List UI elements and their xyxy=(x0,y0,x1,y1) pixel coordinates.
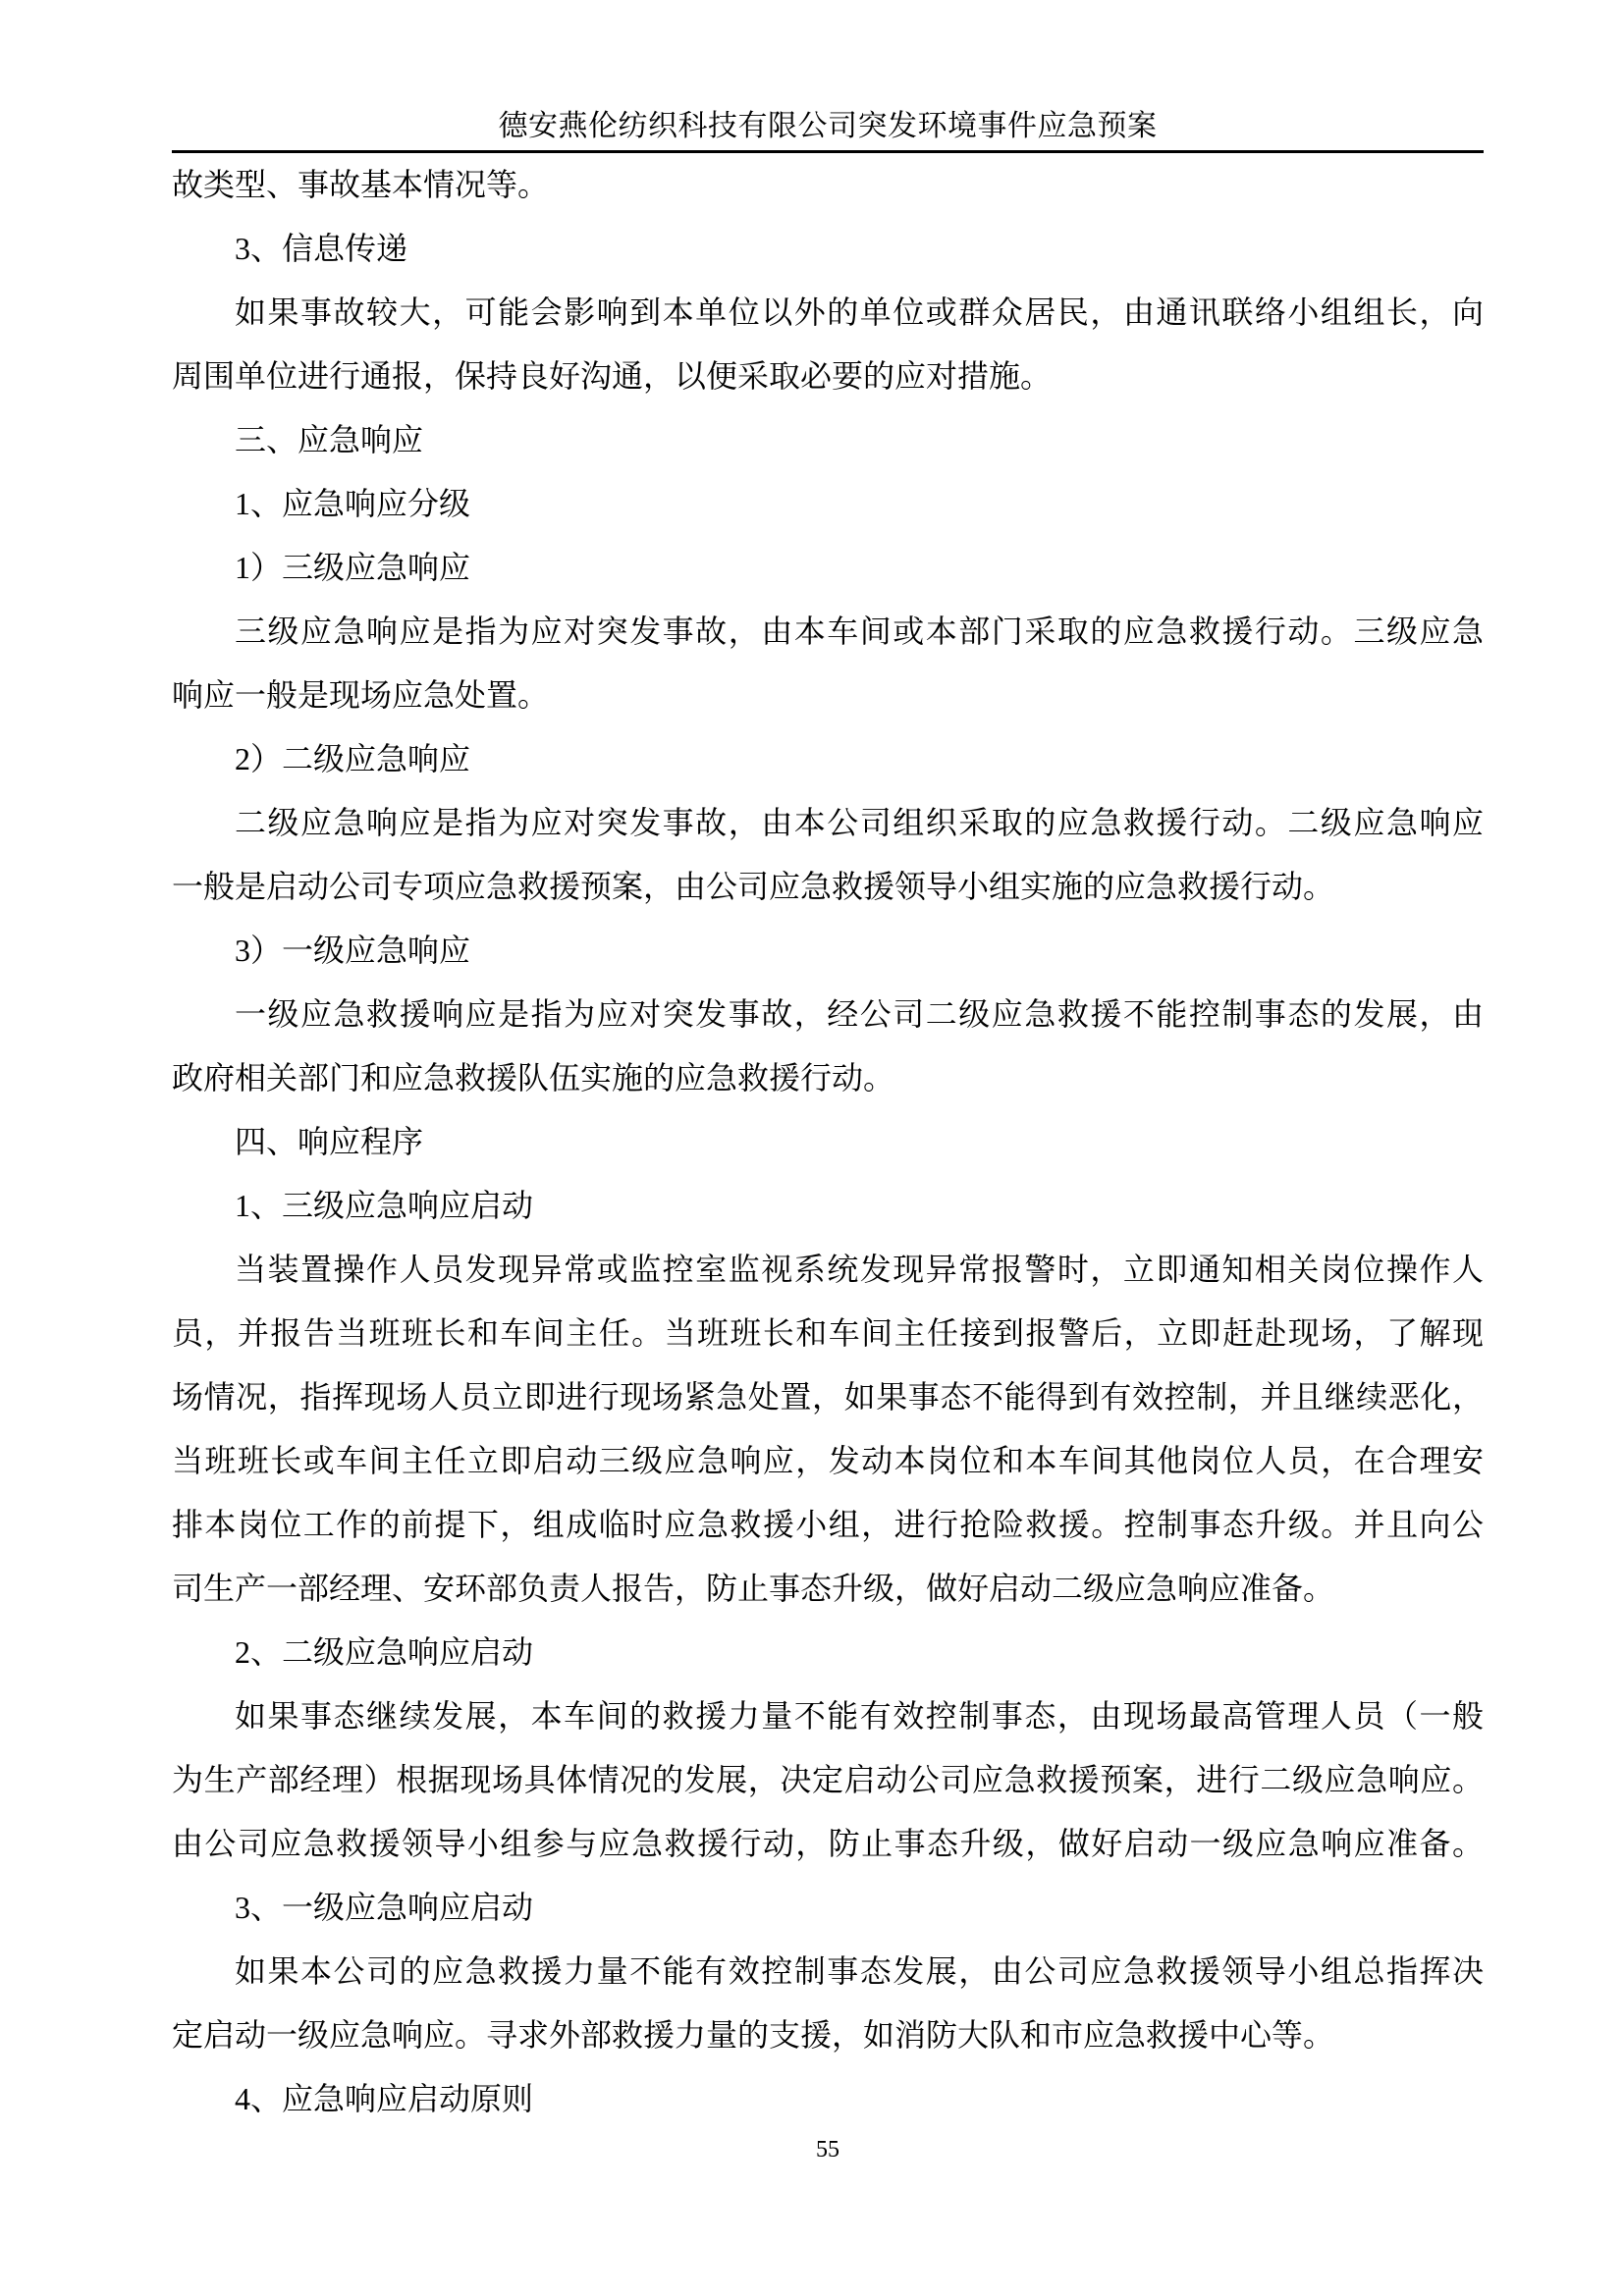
text-line: 如果本公司的应急救援力量不能有效控制事态发展，由公司应急救援领导小组总指挥决 xyxy=(235,1953,1484,1989)
text-line: 三级应急响应是指为应对突发事故，由本车间或本部门采取的应急救援行动。三级应急 xyxy=(235,614,1484,649)
text-line: 政府相关部门和应急救援队伍实施的应急救援行动。 xyxy=(172,1060,895,1095)
text-line: 3、一级应急响应启动 xyxy=(235,1890,534,1925)
text-line: 如果事故较大，可能会影响到本单位以外的单位或群众居民，由通讯联络小组组长，向 xyxy=(235,294,1484,330)
text-line: 故类型、事故基本情况等。 xyxy=(172,167,550,202)
text-line: 司生产一部经理、安环部负责人报告，防止事态升级，做好启动二级应急响应准备。 xyxy=(172,1571,1335,1606)
text-line: 定启动一级应急响应。寻求外部救援力量的支援，如消防大队和市应急救援中心等。 xyxy=(172,2017,1335,2053)
text-line: 1）三级应急响应 xyxy=(235,550,471,585)
text-line: 响应一般是现场应急处置。 xyxy=(172,677,550,713)
text-line: 由公司应急救援领导小组参与应急救援行动，防止事态升级，做好启动一级应急响应准备。 xyxy=(172,1826,1484,1861)
text-line: 周围单位进行通报，保持良好沟通，以便采取必要的应对措施。 xyxy=(172,358,1053,394)
text-line: 为生产部经理）根据现场具体情况的发展，决定启动公司应急救援预案，进行二级应急响应。 xyxy=(172,1762,1484,1797)
text-line: 一级应急救援响应是指为应对突发事故，经公司二级应急救援不能控制事态的发展，由 xyxy=(235,996,1484,1032)
page-header: 德安燕伦纺织科技有限公司突发环境事件应急预案 xyxy=(498,110,1158,142)
text-line: 如果事态继续发展，本车间的救援力量不能有效控制事态，由现场最高管理人员（一般 xyxy=(235,1698,1484,1734)
text-line: 2、二级应急响应启动 xyxy=(235,1634,534,1670)
text-line: 员，并报告当班班长和车间主任。当班班长和车间主任接到报警后，立即赶赴现场，了解现 xyxy=(172,1315,1484,1351)
page-number: 55 xyxy=(816,2137,839,2163)
text-line: 4、应急响应启动原则 xyxy=(235,2081,534,2116)
text-line: 一般是启动公司专项应急救援预案，由公司应急救援领导小组实施的应急救援行动。 xyxy=(172,869,1335,904)
text-line: 当班班长或车间主任立即启动三级应急响应，发动本岗位和本车间其他岗位人员，在合理安 xyxy=(172,1443,1484,1478)
text-line: 当装置操作人员发现异常或监控室监视系统发现异常报警时，立即通知相关岗位操作人 xyxy=(235,1252,1484,1287)
text-line: 场情况，指挥现场人员立即进行现场紧急处置，如果事态不能得到有效控制，并且继续恶化， xyxy=(172,1379,1484,1415)
text-line: 四、响应程序 xyxy=(235,1124,424,1159)
text-line: 3、信息传递 xyxy=(235,231,408,266)
text-line: 1、应急响应分级 xyxy=(235,486,471,521)
text-line: 排本岗位工作的前提下，组成临时应急救援小组，进行抢险救援。控制事态升级。并且向公 xyxy=(172,1507,1484,1542)
text-line: 3）一级应急响应 xyxy=(235,933,471,968)
text-line: 2）二级应急响应 xyxy=(235,741,471,776)
text-line: 三、应急响应 xyxy=(235,422,424,457)
document-body xyxy=(172,153,1484,2131)
text-line: 1、三级应急响应启动 xyxy=(235,1188,534,1223)
text-line: 二级应急响应是指为应对突发事故，由本公司组织采取的应急救援行动。二级应急响应 xyxy=(235,805,1484,840)
